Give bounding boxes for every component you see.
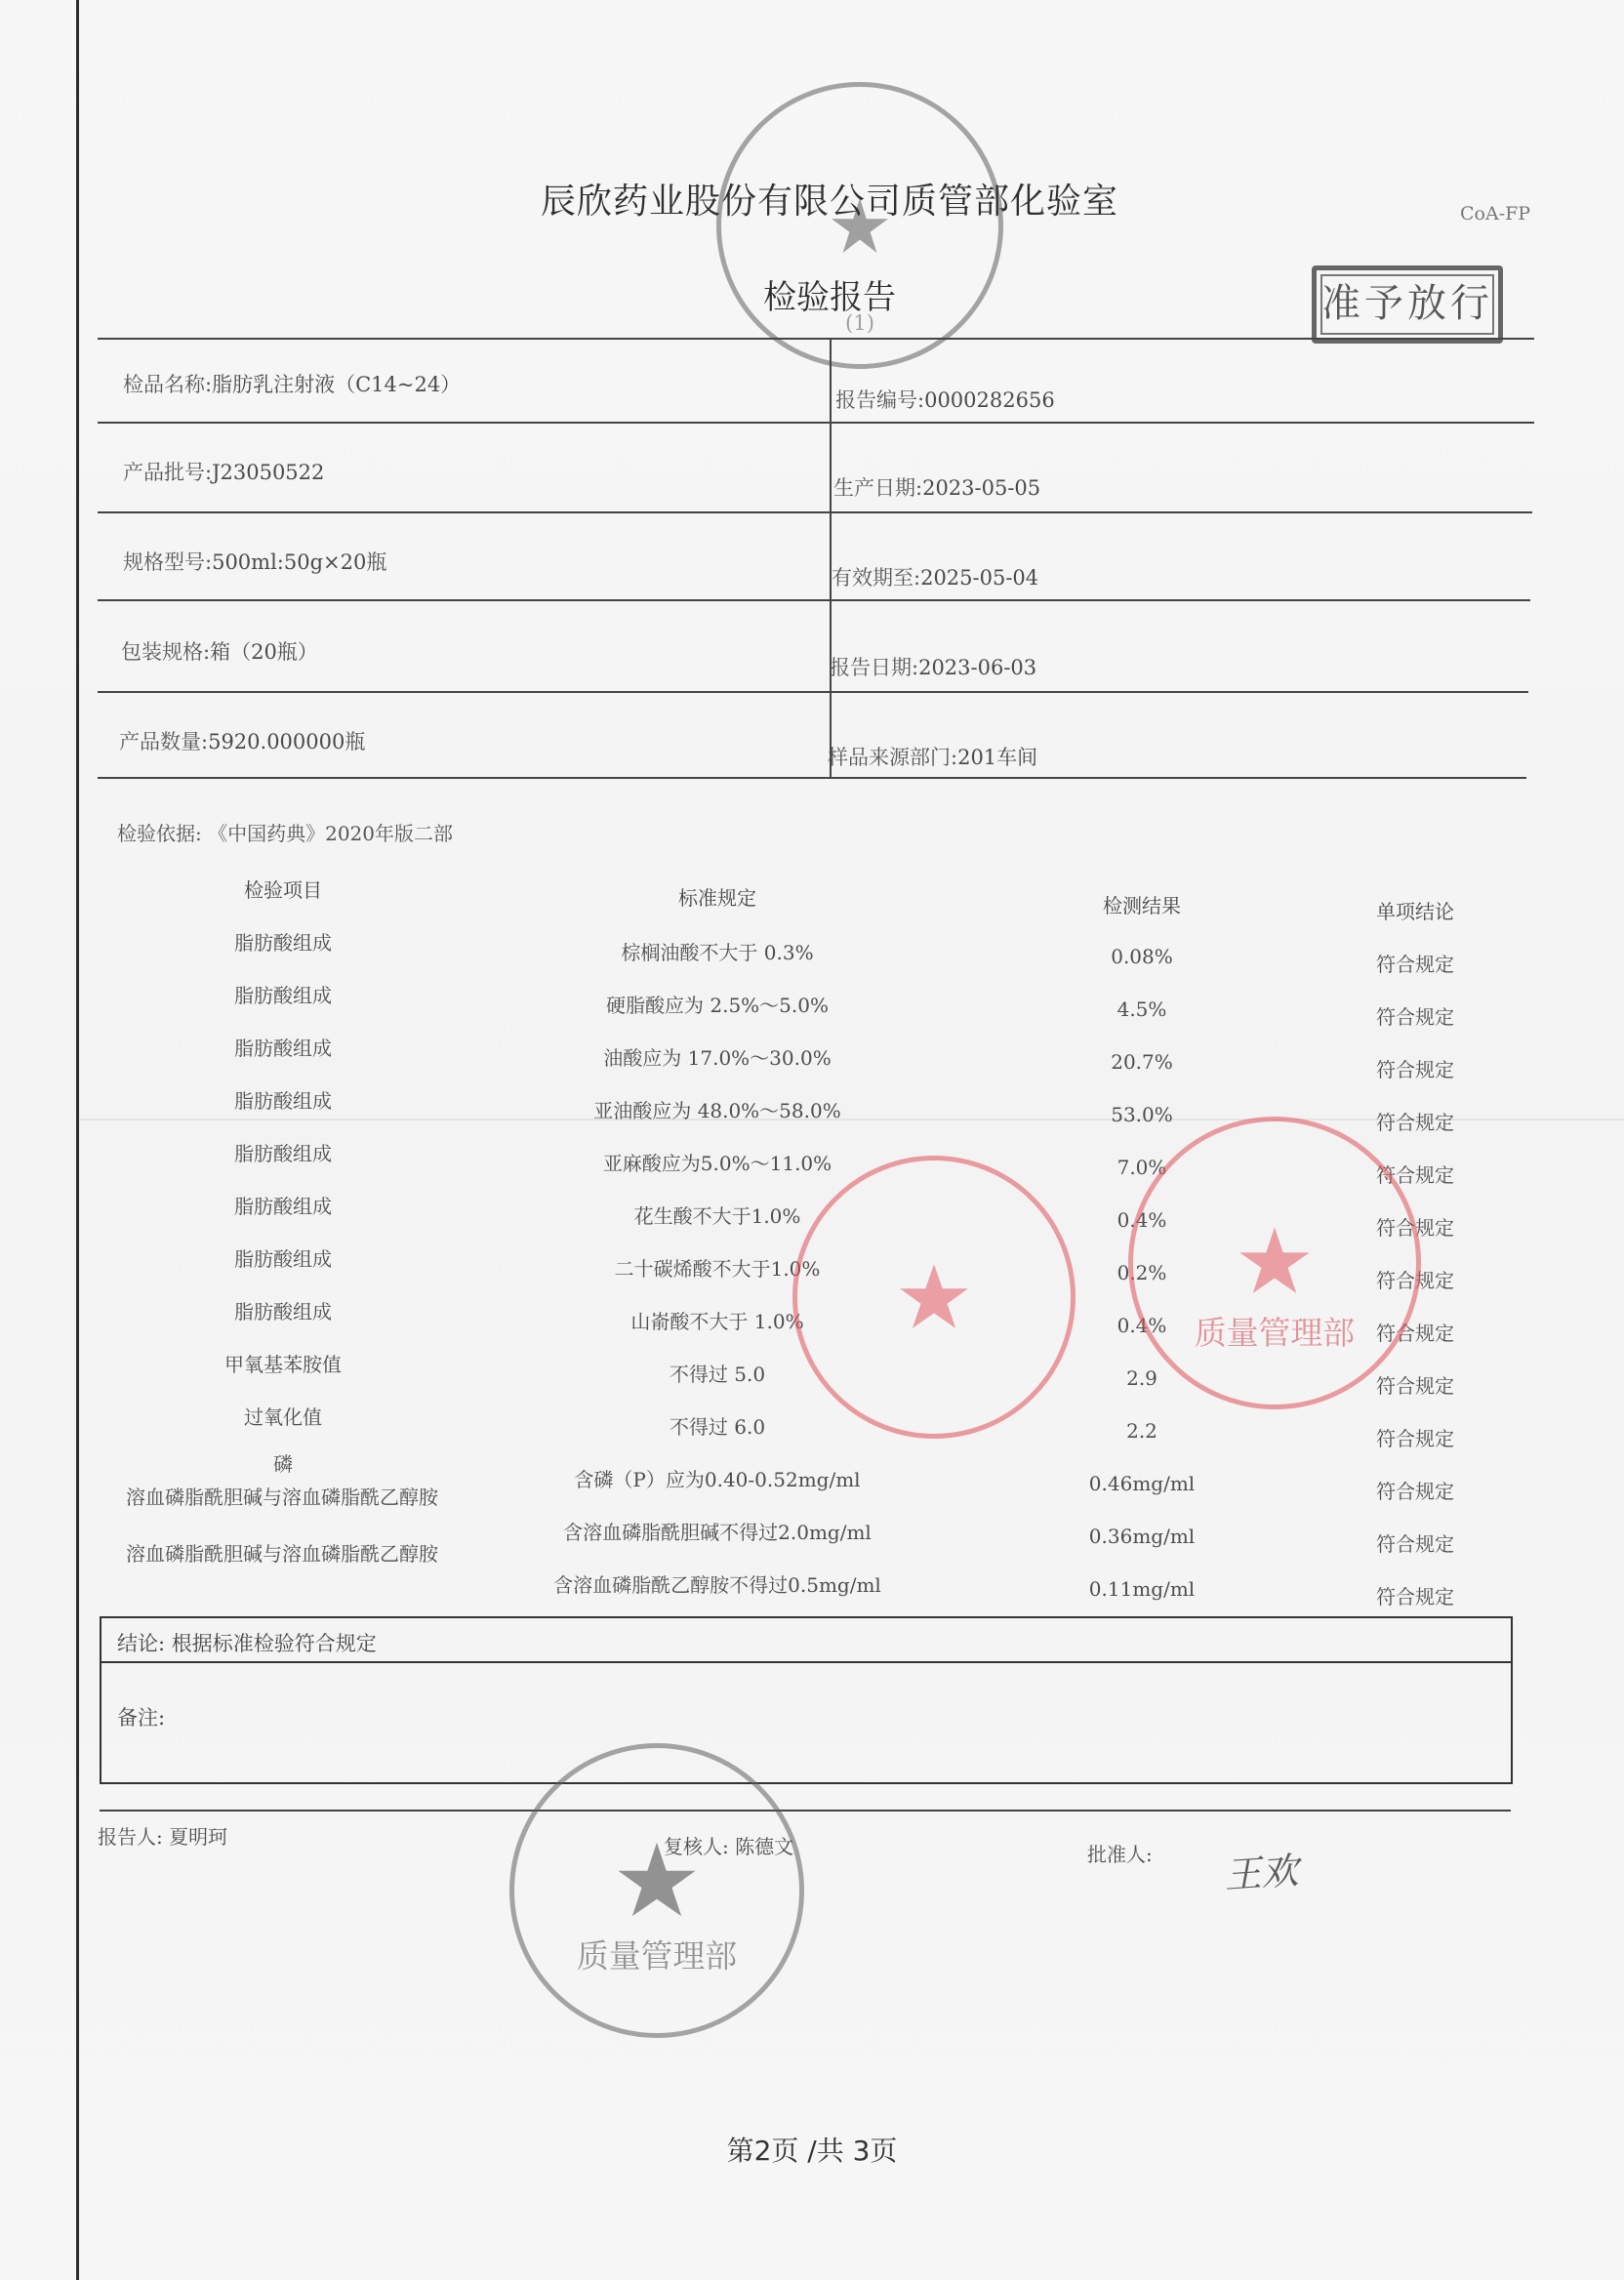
reviewer-signature: 复核人: 陈德文 bbox=[664, 1835, 794, 1858]
info-line-3 bbox=[98, 599, 1530, 601]
row-3-item: 脂肪酸组成 bbox=[234, 1037, 332, 1060]
row-9-conclusion: 符合规定 bbox=[1376, 1374, 1454, 1398]
row-11-conclusion: 符合规定 bbox=[1376, 1480, 1454, 1503]
row-7-result: 0.2% bbox=[1116, 1261, 1167, 1284]
row-4-conclusion: 符合规定 bbox=[1376, 1111, 1454, 1134]
product-name-field: 检品名称:脂肪乳注射液（C14~24） bbox=[123, 373, 462, 396]
header-conclusion: 单项结论 bbox=[1376, 900, 1454, 923]
report-title: 辰欣药业股份有限公司质管部化验室 bbox=[540, 182, 1118, 222]
quality-dept-seal bbox=[509, 1743, 804, 2038]
row-1-conclusion: 符合规定 bbox=[1376, 953, 1454, 976]
row-11-item: 磷 bbox=[273, 1452, 293, 1476]
row-7-item: 脂肪酸组成 bbox=[234, 1247, 332, 1271]
conclusion-box bbox=[100, 1616, 1513, 1784]
svg-text:质量管理部: 质量管理部 bbox=[576, 1936, 738, 1975]
row-11-result: 0.46mg/ml bbox=[1088, 1472, 1196, 1495]
row-13-conclusion: 符合规定 bbox=[1376, 1585, 1454, 1608]
form-code: CoA-FP bbox=[1460, 203, 1531, 224]
row-12-item: 溶血磷脂酰胆碱与溶血磷脂酰乙醇胺 bbox=[126, 1486, 438, 1509]
qc-seal-red bbox=[792, 1156, 1076, 1439]
row-6-conclusion: 符合规定 bbox=[1376, 1216, 1454, 1240]
conclusion-text: 结论: 根据标准检验符合规定 bbox=[117, 1632, 377, 1655]
row-10-standard: 不得过 6.0 bbox=[669, 1415, 766, 1439]
row-3-standard: 油酸应为 17.0%～30.0% bbox=[603, 1046, 832, 1070]
info-line-5 bbox=[98, 777, 1526, 779]
header-standard: 标准规定 bbox=[678, 886, 756, 910]
report-no-field: 报告编号:0000282656 bbox=[835, 388, 1055, 412]
row-12-standard: 含溶血磷脂酰胆碱不得过2.0mg/ml bbox=[563, 1521, 872, 1544]
row-9-result: 2.9 bbox=[1126, 1366, 1157, 1390]
row-2-standard: 硬脂酸应为 2.5%～5.0% bbox=[606, 994, 829, 1017]
svg-text:(1): (1) bbox=[844, 311, 875, 337]
row-1-result: 0.08% bbox=[1111, 945, 1173, 968]
row-2-conclusion: 符合规定 bbox=[1376, 1005, 1454, 1029]
svg-text:质量管理部: 质量管理部 bbox=[1194, 1314, 1356, 1353]
row-3-conclusion: 符合规定 bbox=[1376, 1058, 1454, 1081]
row-6-result: 0.4% bbox=[1116, 1208, 1167, 1232]
row-8-conclusion: 符合规定 bbox=[1376, 1322, 1454, 1345]
info-line-1 bbox=[98, 422, 1534, 424]
report-subtitle: 检验报告 bbox=[763, 278, 896, 317]
expiry-field: 有效期至:2025-05-04 bbox=[832, 566, 1039, 590]
row-5-conclusion: 符合规定 bbox=[1376, 1163, 1454, 1187]
row-12-conclusion: 符合规定 bbox=[1376, 1532, 1454, 1556]
row-4-item: 脂肪酸组成 bbox=[234, 1089, 332, 1113]
info-line-4 bbox=[98, 691, 1528, 693]
row-10-item: 过氧化值 bbox=[244, 1405, 322, 1429]
row-13-standard: 含溶血磷脂酰乙醇胺不得过0.5mg/ml bbox=[553, 1573, 881, 1597]
approver-handwritten-signature: 王欢 bbox=[1222, 1849, 1300, 1897]
quality-dept-seal-red bbox=[1128, 1117, 1421, 1409]
reporter-signature: 报告人: 夏明珂 bbox=[98, 1825, 228, 1849]
row-7-standard: 二十碳烯酸不大于1.0% bbox=[614, 1257, 821, 1281]
release-stamp: 准予放行 bbox=[1312, 265, 1503, 344]
row-8-item: 脂肪酸组成 bbox=[234, 1300, 332, 1323]
spec-field: 规格型号:500ml:50g×20瓶 bbox=[123, 550, 387, 574]
row-3-result: 20.7% bbox=[1111, 1050, 1173, 1074]
row-8-result: 0.4% bbox=[1116, 1314, 1167, 1337]
production-date-field: 生产日期:2023-05-05 bbox=[833, 476, 1041, 500]
header-item: 检验项目 bbox=[244, 878, 322, 902]
binding-line bbox=[76, 0, 79, 2280]
header-result: 检测结果 bbox=[1103, 894, 1181, 917]
row-11-standard: 含磷（P）应为0.40-0.52mg/ml bbox=[574, 1468, 861, 1491]
row-4-standard: 亚油酸应为 48.0%～58.0% bbox=[593, 1099, 841, 1122]
company-seal bbox=[716, 82, 1003, 369]
row-6-standard: 花生酸不大于1.0% bbox=[633, 1204, 801, 1228]
page-number: 第2页 /共 3页 bbox=[726, 2135, 898, 2167]
row-12-result: 0.36mg/ml bbox=[1088, 1525, 1196, 1548]
row-8-standard: 山嵛酸不大于 1.0% bbox=[630, 1310, 804, 1333]
packing-field: 包装规格:箱（20瓶） bbox=[121, 640, 318, 664]
row-13-result: 0.11mg/ml bbox=[1088, 1577, 1196, 1601]
row-2-result: 4.5% bbox=[1116, 998, 1167, 1021]
bottom-rule bbox=[100, 1810, 1511, 1812]
row-1-item: 脂肪酸组成 bbox=[234, 931, 332, 955]
sample-source-field: 样品来源部门:201车间 bbox=[828, 746, 1038, 769]
approver-label: 批准人: bbox=[1087, 1843, 1153, 1866]
quantity-field: 产品数量:5920.000000瓶 bbox=[119, 730, 366, 753]
row-10-result: 2.2 bbox=[1126, 1419, 1157, 1443]
info-divider bbox=[830, 338, 832, 777]
report-date-field: 报告日期:2023-06-03 bbox=[830, 656, 1037, 679]
test-basis: 检验依据: 《中国药典》2020年版二部 bbox=[117, 822, 453, 845]
row-5-standard: 亚麻酸应为5.0%～11.0% bbox=[602, 1152, 832, 1175]
remarks-label: 备注: bbox=[117, 1706, 166, 1730]
row-5-result: 7.0% bbox=[1116, 1156, 1167, 1179]
info-line-top bbox=[98, 338, 1534, 340]
row-1-standard: 棕榈油酸不大于 0.3% bbox=[621, 941, 814, 964]
row-2-item: 脂肪酸组成 bbox=[234, 984, 332, 1007]
row-7-conclusion: 符合规定 bbox=[1376, 1269, 1454, 1292]
batch-no-field: 产品批号:J23050522 bbox=[123, 461, 325, 484]
row-10-conclusion: 符合规定 bbox=[1376, 1427, 1454, 1450]
row-6-item: 脂肪酸组成 bbox=[234, 1195, 332, 1218]
conclusion-divider bbox=[102, 1661, 1511, 1663]
row-13-item: 溶血磷脂酰胆碱与溶血磷脂酰乙醇胺 bbox=[126, 1542, 438, 1566]
row-5-item: 脂肪酸组成 bbox=[234, 1142, 332, 1165]
row-4-result: 53.0% bbox=[1111, 1103, 1173, 1126]
row-9-item: 甲氧基苯胺值 bbox=[224, 1353, 342, 1376]
info-line-2 bbox=[98, 511, 1532, 513]
row-9-standard: 不得过 5.0 bbox=[669, 1363, 766, 1386]
